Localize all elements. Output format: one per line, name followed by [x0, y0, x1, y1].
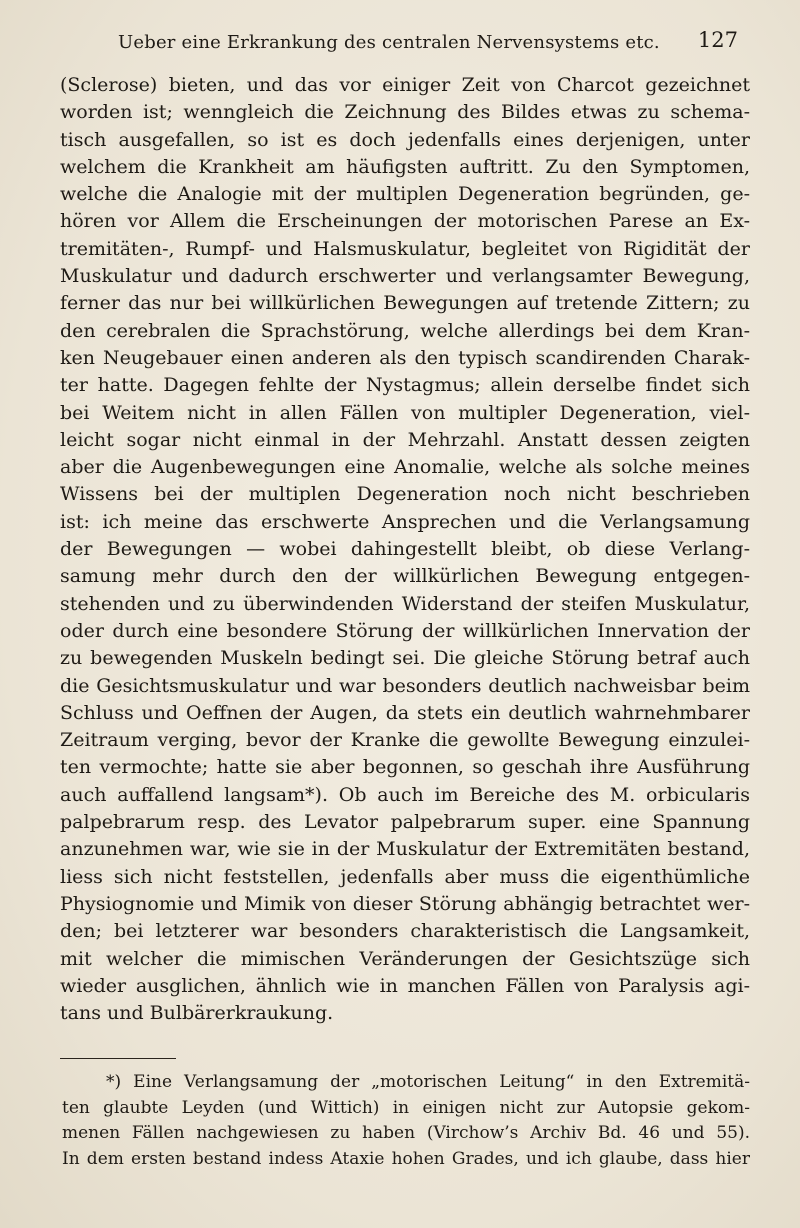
page-number: 127	[697, 28, 738, 52]
text-line: liess sich nicht feststellen, jedenfalls aber muss die eigenthümliche	[60, 865, 750, 888]
page-header	[60, 28, 740, 58]
text-line: ken Neugebauer einen anderen als den typisch scandirenden Charak-	[60, 346, 750, 369]
footnote-line: In dem ersten bestand indess Ataxie hohen Grades, und ich glaube, dass hier	[62, 1148, 750, 1169]
text-line: tisch ausgefallen, so ist es doch jedenfalls eines derjenigen, unter	[60, 128, 750, 151]
text-line: mit welcher die mimischen Veränderungen der Gesichtszüge sich	[60, 947, 750, 970]
text-line: hören vor Allem die Erscheinungen der motorischen Parese an Ex-	[60, 210, 750, 233]
text-line: oder durch eine besondere Störung der willkürlichen Innervation der	[60, 619, 750, 642]
text-line: zu bewegenden Muskeln bedingt sei. Die gleiche Störung betraf auch	[60, 647, 750, 670]
text-line: aber die Augenbewegungen eine Anomalie, welche als solche meines	[60, 456, 750, 479]
text-line: tans und Bulbärerkraukung.	[60, 1002, 334, 1025]
running-title: Ueber eine Erkrankung des centralen Nervensystems etc.	[118, 32, 660, 53]
text-line: (Sclerose) bieten, und das vor einiger Zeit von Charcot gezeichnet	[60, 74, 750, 96]
text-line: bei Weitem nicht in allen Fällen von multipler Degeneration, viel-	[60, 401, 750, 424]
body-text	[60, 72, 750, 1027]
text-line: die Gesichtsmuskulatur und war besonders deutlich nachweisbar beim	[60, 674, 750, 697]
text-line: Muskulatur und dadurch erschwerter und verlangsamter Bewegung,	[60, 265, 750, 288]
text-line: ferner das nur bei willkürlichen Bewegungen auf tretende Zittern; zu	[60, 292, 750, 315]
text-line: welchem die Krankheit am häufigsten auftritt. Zu den Symptomen,	[60, 155, 750, 178]
text-line: ter hatte. Dagegen fehlte der Nystagmus; allein derselbe findet sich	[60, 374, 750, 397]
text-line: leicht sogar nicht einmal in der Mehrzahl. Anstatt dessen zeigten	[60, 428, 750, 451]
footnote-rule	[60, 1058, 176, 1059]
text-line: palpebrarum resp. des Levator palpebrarum super. eine Spannung	[60, 811, 750, 834]
text-line: den cerebralen die Sprachstörung, welche allerdings bei dem Kran-	[60, 319, 750, 342]
text-line: Physiognomie und Mimik von dieser Störung abhängig betrachtet wer-	[60, 892, 750, 915]
footnote-line: menen Fällen nachgewiesen zu haben (Virchow’s Archiv Bd. 46 und 55).	[62, 1123, 750, 1143]
text-line: samung mehr durch den der willkürlichen Bewegung entgegen-	[60, 565, 750, 588]
text-line: den; bei letzterer war besonders charakteristisch die Langsamkeit,	[60, 920, 750, 943]
text-line: worden ist; wenngleich die Zeichnung des Bildes etwas zu schema-	[60, 101, 750, 124]
text-line: auch auffallend langsam*). Ob auch im Bereiche des M. orbicularis	[60, 783, 750, 806]
footnote	[62, 1070, 750, 1172]
text-line: Zeitraum verging, bevor der Kranke die gewollte Bewegung einzulei-	[60, 729, 750, 752]
text-line: ten vermochte; hatte sie aber begonnen, so geschah ihre Ausführung	[60, 756, 750, 779]
text-line: anzunehmen war, wie sie in der Muskulatur der Extremitäten bestand,	[60, 838, 750, 861]
footnote-line: *) Eine Verlangsamung der „motorischen Leitung“ in den Extremitä-	[106, 1072, 750, 1092]
text-line: wieder ausglichen, ähnlich wie in manchen Fällen von Paralysis agi-	[60, 974, 750, 997]
text-line: welche die Analogie mit der multiplen Degeneration begründen, ge-	[60, 183, 750, 206]
text-line: Wissens bei der multiplen Degeneration noch nicht beschrieben	[60, 483, 750, 506]
text-line: stehenden und zu überwindenden Widerstand der steifen Muskulatur,	[60, 592, 750, 615]
footnote-line: ten glaubte Leyden (und Wittich) in einigen nicht zur Autopsie gekom-	[62, 1097, 750, 1118]
text-line: der Bewegungen — wobei dahingestellt bleibt, ob diese Verlang-	[60, 538, 750, 561]
text-line: tremitäten-, Rumpf- und Halsmuskulatur, begleitet von Rigidität der	[60, 237, 750, 260]
text-line: ist: ich meine das erschwerte Ansprechen und die Verlangsamung	[60, 510, 750, 533]
text-line: Schluss und Oeffnen der Augen, da stets ein deutlich wahrnehmbarer	[60, 701, 750, 724]
